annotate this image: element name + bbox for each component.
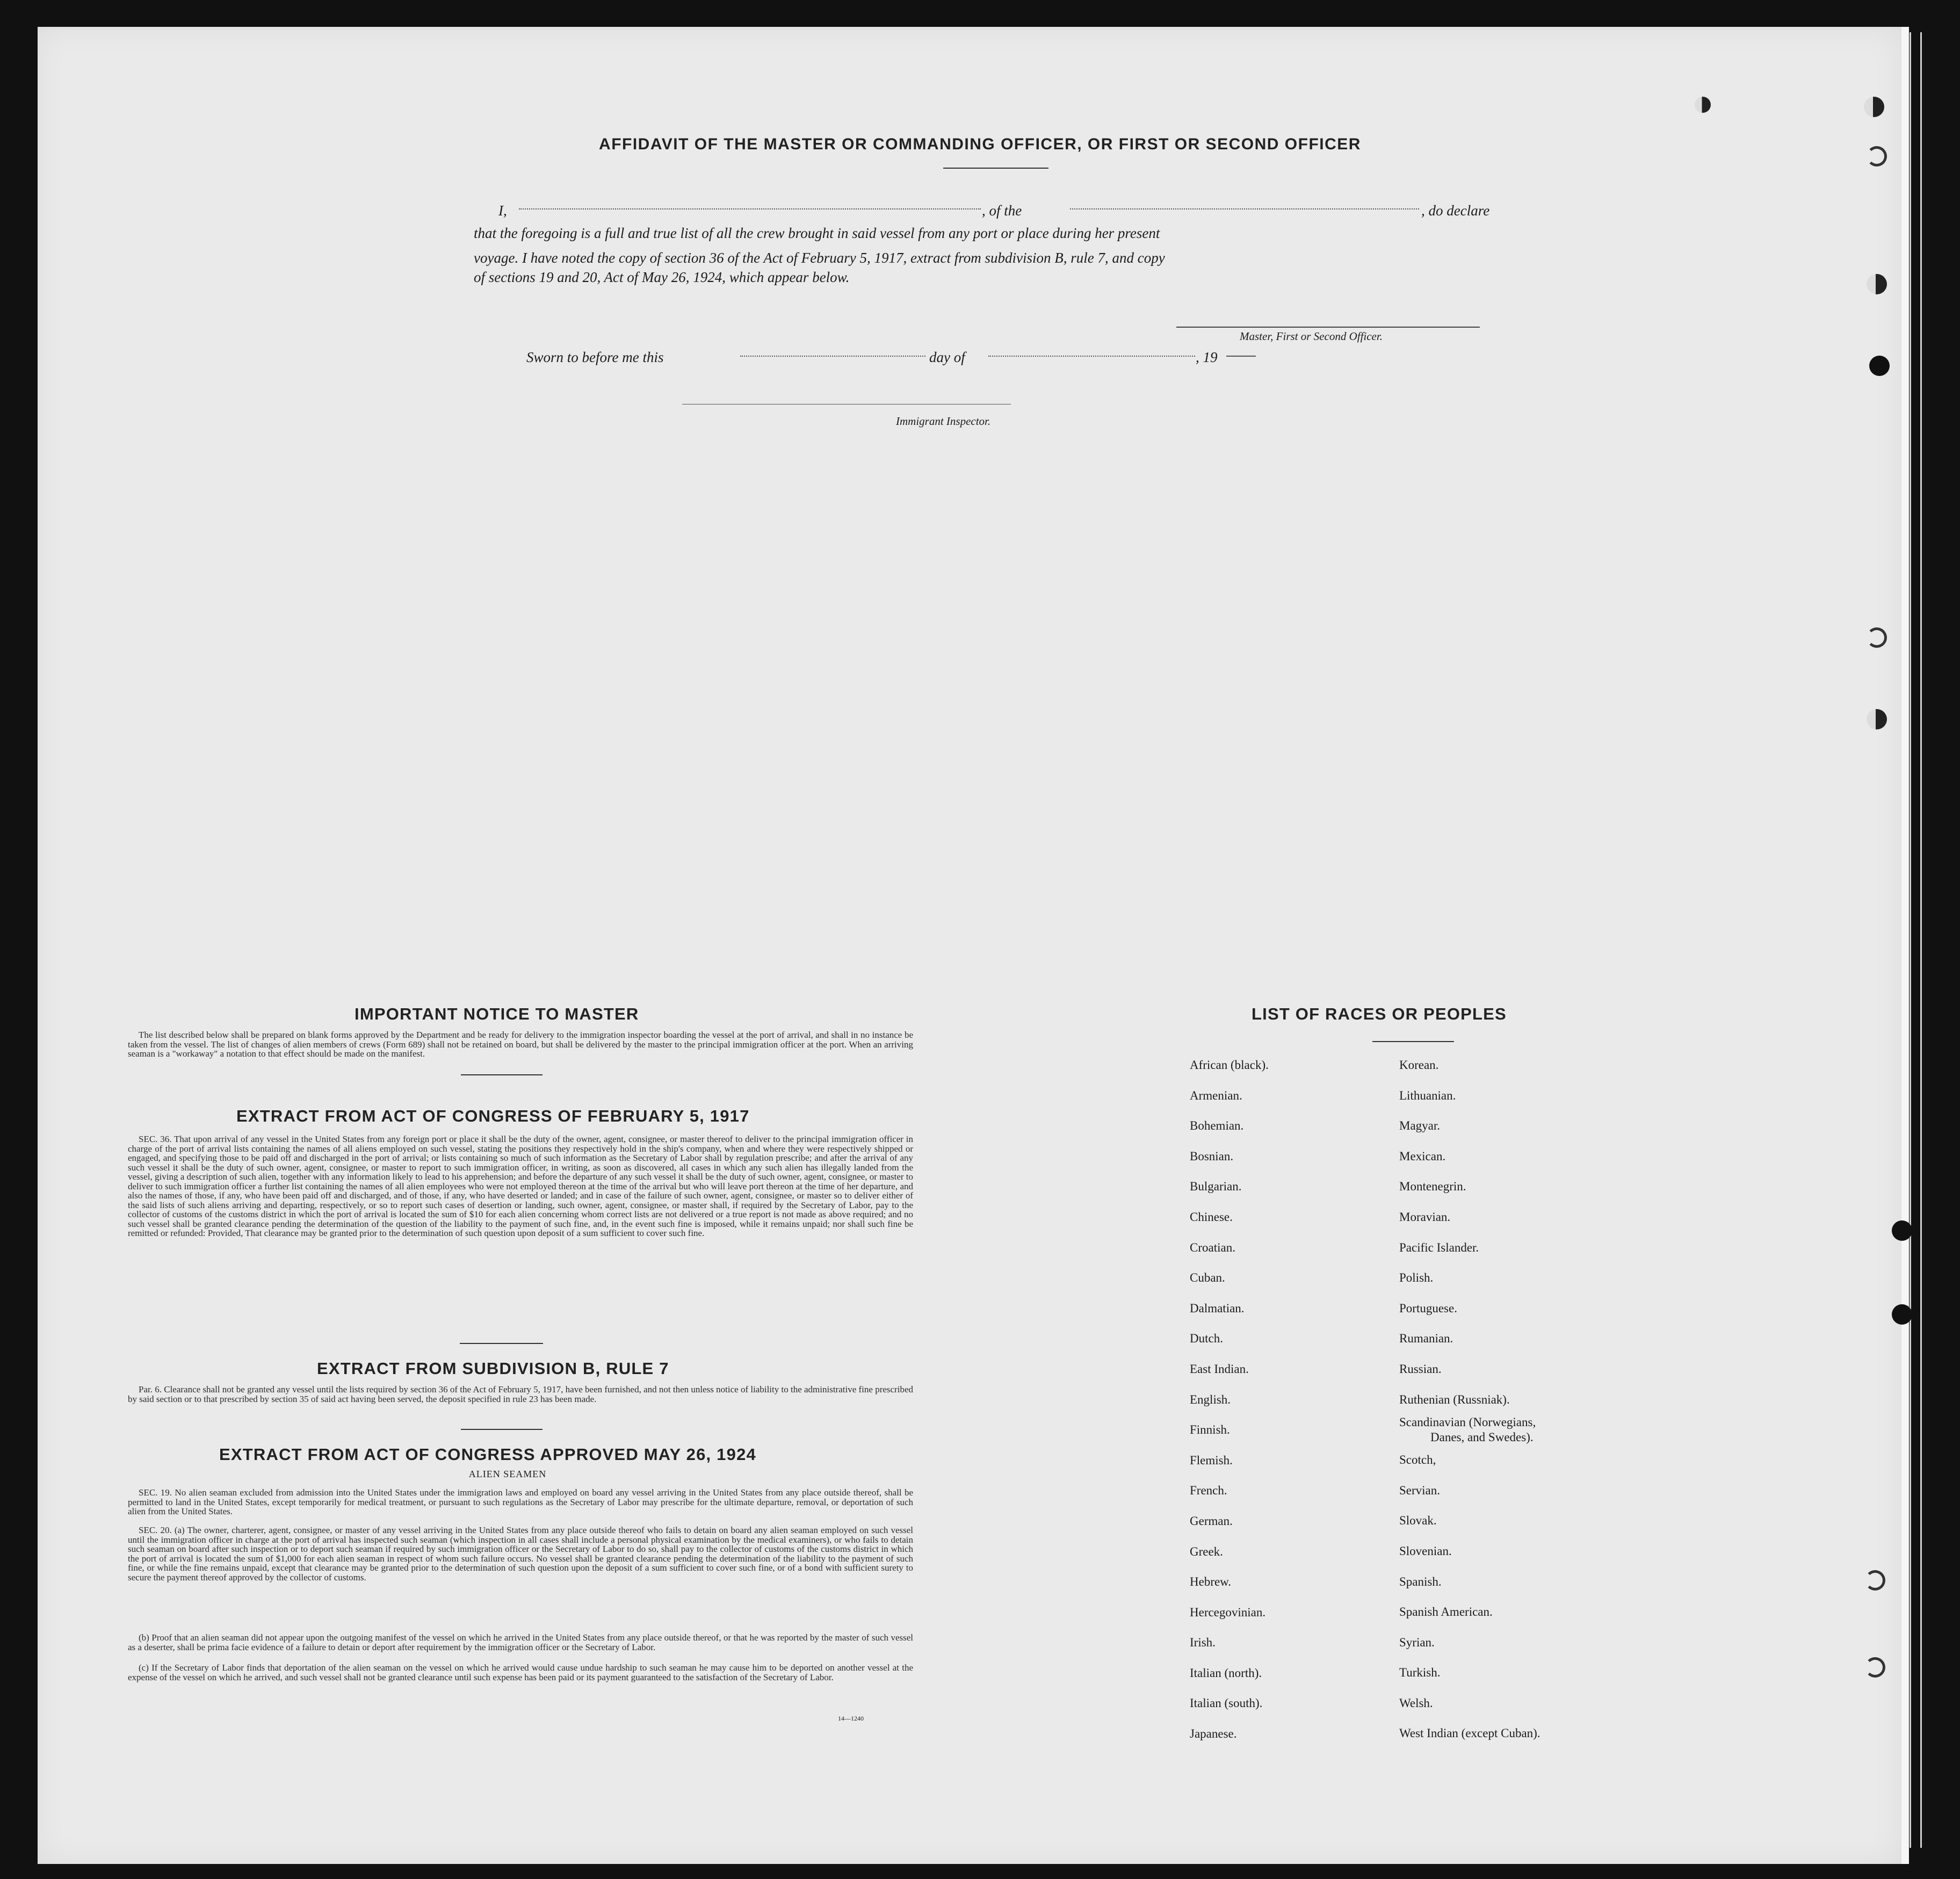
races-title: LIST OF RACES OR PEOPLES [1252, 1004, 1507, 1023]
race-item: Flemish. [1190, 1453, 1233, 1467]
race-item: English. [1190, 1392, 1231, 1406]
document-page [38, 27, 1909, 1864]
notice-title: IMPORTANT NOTICE TO MASTER [355, 1004, 639, 1023]
race-item: Lithuanian. [1399, 1088, 1456, 1102]
divider [943, 168, 1048, 169]
affidavit-line1-start: I, [498, 203, 507, 219]
race-item: East Indian. [1190, 1362, 1249, 1376]
race-item: West Indian (except Cuban). [1399, 1726, 1540, 1740]
race-item: Japanese. [1190, 1727, 1237, 1741]
race-item: Ruthenian (Russniak). [1399, 1392, 1510, 1406]
binding-hole [1695, 97, 1711, 113]
race-item: Scotch, [1399, 1453, 1436, 1467]
race-item: Dutch. [1190, 1332, 1223, 1346]
race-item: Croatian. [1190, 1240, 1235, 1254]
race-item: Bosnian. [1190, 1149, 1234, 1163]
notice-text: The list described below shall be prepared on blank forms approved by the Department and be ready for delivery to the immigration inspector boarding the vessel at the port of arrival, and shall in no instance be taken from the vessel. The list of changes of alien members of crews (Form 689) shall not be retained on board, but shall be delivered by the master to the principal immigration officer at the port. When an arriving seaman is a "workaway" a notation to that effect should be made on the manifest. [128, 1030, 913, 1059]
race-item: Portuguese. [1399, 1301, 1457, 1315]
race-item: Italian (south). [1190, 1696, 1263, 1710]
sworn-end: , 19 [1196, 349, 1218, 365]
inspector-signature-label: Immigrant Inspector. [896, 415, 991, 428]
name-field[interactable] [519, 208, 981, 209]
sec20c-text: (c) If the Secretary of Labor finds that deportation of the alien seaman on the vessel on which he arrived would cause undue hardship to such seaman he may cause him to be deported on another vessel at the expense of the vessel on which he arrived, and such vessel shall not be granted clearance until such expense has been paid or its payment guaranteed to the satisfaction of the Secretary of Labor. [128, 1663, 913, 1682]
affidavit-line1-mid: , of the [982, 203, 1022, 219]
race-item: Bohemian. [1190, 1119, 1244, 1133]
race-item: Montenegrin. [1399, 1180, 1466, 1194]
sworn-mid: day of [929, 349, 965, 365]
race-item: Mexican. [1399, 1149, 1446, 1163]
alien-seamen-subtitle: ALIEN SEAMEN [468, 1469, 547, 1479]
race-item: Chinese. [1190, 1210, 1233, 1224]
affidavit-line1-end: , do declare [1421, 203, 1490, 219]
divider [460, 1343, 543, 1344]
sec19-text: SEC. 19. No alien seaman excluded from admission into the United States under the immigration laws and employed on board any vessel arriving in the United States from any place outside thereof, shall be permitted to land in the United States, except temporarily for medical treatment, or pursuant to such regulations as the Secretary of Labor may prescribe for the ultimate departure, removal, or deportation of such alien from the United States. [128, 1487, 913, 1516]
race-item: Slovak. [1399, 1514, 1437, 1528]
divider [461, 1429, 543, 1430]
race-item: Cuban. [1190, 1271, 1225, 1285]
affidavit-line2: that the foregoing is a full and true list of all the crew brought in said vessel from any port or place during her present [474, 225, 1160, 241]
sec20a-text: SEC. 20. (a) The owner, charterer, agent, consignee, or master of any vessel arriving in the United States from any place outside thereof who fails to detain on board any alien seaman employed on such vessel until the immigration officer in charge at the port of arrival has inspected such seaman (which inspection in all cases shall include a personal physical examination by the medical examiners), or who fails to detain such seaman on board after such inspection or to deport such seaman if required by such immigration officer or the Secretary of Labor to do so, shall pay to the collector of customs of the customs district in which the port of arrival is located the sum of $1,000 for each alien seaman in respect of whom such failure occurs. No vessel shall be granted clearance pending the determination of the liability to the payment of such fine, or while the fine remains unpaid, except that clearance may be granted prior to the determination of such question upon the deposit of a sum sufficient to cover such fine, or of a bond with sufficient surety to secure the payment thereof approved by the collector of customs. [128, 1525, 913, 1582]
sworn-day-field[interactable] [740, 356, 925, 357]
page-edge [1910, 32, 1911, 1848]
binding-hole [1892, 1220, 1912, 1241]
affidavit-line3: voyage. I have noted the copy of section 36 of the Act of February 5, 1917, extract from subdivision B, rule 7, and copy [474, 250, 1165, 266]
sworn-month-field[interactable] [988, 356, 1195, 357]
race-item: African (black). [1190, 1058, 1269, 1072]
sworn-start: Sworn to before me this [526, 349, 664, 365]
race-item: Italian (north). [1190, 1666, 1262, 1680]
race-item: French. [1190, 1484, 1227, 1498]
race-item: Bulgarian. [1190, 1180, 1242, 1194]
race-item: Russian. [1399, 1362, 1442, 1376]
sworn-year-field[interactable] [1226, 356, 1256, 357]
race-item: Polish. [1399, 1271, 1434, 1285]
race-item: German. [1190, 1514, 1233, 1528]
race-item: Servian. [1399, 1483, 1441, 1497]
extract-1917-title: EXTRACT FROM ACT OF CONGRESS OF FEBRUARY 5, 1917 [236, 1107, 750, 1125]
rule7-title: EXTRACT FROM SUBDIVISION B, RULE 7 [317, 1359, 669, 1378]
race-item: Slovenian. [1399, 1544, 1452, 1558]
master-signature-label: Master, First or Second Officer. [1240, 330, 1383, 343]
race-item: Syrian. [1399, 1635, 1435, 1649]
vessel-field[interactable] [1070, 208, 1419, 209]
race-item: Rumanian. [1399, 1332, 1453, 1346]
races-left-column [1190, 1050, 1269, 1750]
race-item: Magyar. [1399, 1119, 1441, 1133]
sec20b-text: (b) Proof that an alien seaman did not appear upon the outgoing manifest of the vessel on which he arrived in the United States from any place outside thereof, or that he was reported by the master of such vessel as a deserter, shall be prima facie evidence of a failure to detain or deport after requirement by the immigration officer or the Secretary of Labor. [128, 1632, 913, 1652]
form-number: 14—1240 [838, 1715, 864, 1722]
race-item: Finnish. [1190, 1423, 1230, 1437]
rule7-text: Par. 6. Clearance shall not be granted any vessel until the lists required by section 36 of the Act of February 5, 1917, have been furnished, and not then unless notice of liability to the administrative fine prescribed by said section or to that prescribed by section 35 of said act having been served, the deposit specified in rule 23 has been made. [128, 1384, 913, 1404]
race-item: Greek. [1190, 1544, 1223, 1558]
race-item: Spanish. [1399, 1574, 1442, 1588]
binding-hole [1864, 97, 1884, 117]
race-item: Scandinavian (Norwegians, [1399, 1415, 1536, 1429]
master-signature-line[interactable] [1176, 327, 1480, 328]
race-item: Hebrew. [1190, 1575, 1232, 1589]
binding-hole [1869, 356, 1890, 376]
extract-1924-title: EXTRACT FROM ACT OF CONGRESS APPROVED MAY 26, 1924 [219, 1445, 756, 1464]
race-item: Turkish. [1399, 1666, 1441, 1680]
race-item: Korean. [1399, 1058, 1439, 1072]
race-item: Spanish American. [1399, 1605, 1493, 1619]
race-item: Hercegovinian. [1190, 1605, 1266, 1619]
binding-hole [1867, 709, 1887, 729]
binding-hole [1865, 1570, 1885, 1591]
race-item: Moravian. [1399, 1210, 1451, 1224]
extract-1917-text: SEC. 36. That upon arrival of any vessel in the United States from any foreign port or place it shall be the duty of the owner, agent, consignee, or master thereof to deliver to the principal immigration officer in charge of the port of arrival lists containing the names of all aliens employed on such vessel, stating the positions they respectively hold in the ship's company, when and where they were respectively shipped or engaged, and specifying those to be paid off and discharged in the port of arrival; or lists containing so much of such information as the Secretary of Labor shall by regulation prescribe; and after the arrival of any such vessel it shall be the duty of such owner, agent, consignee, or master to report to such immigration officer, in writing, as soon as discovered, all cases in which any such alien has illegally landed from the vessel, giving a description of such alien, together with any information likely to lead to his apprehension; and before the departure of any such vessel it shall be the duty of such owner, agent, consignee, or master to deliver to such immigration officer a further list containing the names of all alien employees who were not employed thereon at the time of the arrival but who will leave port thereon at the time of her departure, and also the names of those, if any, who have been paid off and discharged, and of those, if any, who have deserted or landed; and in case of the failure of such owner, agent, consignee, or master so to deliver either of the said lists of such aliens arriving and departing, respectively, or so to report such cases of desertion or landing, such owner, agent, consignee, or master shall, if required by the Secretary of Labor, pay to the collector of customs of the customs district in which the port of arrival is located the sum of $10 for each alien concerning whom correct lists are not delivered or a true report is not made as above required; and no such vessel shall be granted clearance pending the determination of the question of the liability to the payment of such fine, and, in the event such fine is imposed, while it remains unpaid; nor shall such fine be remitted or refunded: Provided, That clearance may be granted prior to the determination of such question upon deposit of a sum sufficient to cover such fine. [128, 1134, 913, 1238]
race-item: Pacific Islander. [1399, 1240, 1479, 1254]
affidavit-title: AFFIDAVIT OF THE MASTER OR COMMANDING OFFICER, OR FIRST OR SECOND OFFICER [599, 135, 1361, 153]
race-item: Armenian. [1190, 1088, 1242, 1102]
race-item: Welsh. [1399, 1696, 1433, 1710]
page-edge [1920, 32, 1922, 1848]
binding-hole [1892, 1304, 1912, 1325]
binding-hole [1867, 274, 1887, 294]
binding-hole [1865, 1657, 1885, 1678]
races-right-column [1399, 1050, 1540, 1749]
affidavit-line4: of sections 19 and 20, Act of May 26, 1924, which appear below. [474, 269, 850, 285]
race-item-continuation: Danes, and Swedes). [1430, 1430, 1534, 1444]
divider [461, 1074, 543, 1075]
race-item: Irish. [1190, 1636, 1216, 1650]
race-item: Dalmatian. [1190, 1301, 1245, 1315]
divider [1372, 1041, 1454, 1042]
binding-hole [1867, 627, 1887, 648]
